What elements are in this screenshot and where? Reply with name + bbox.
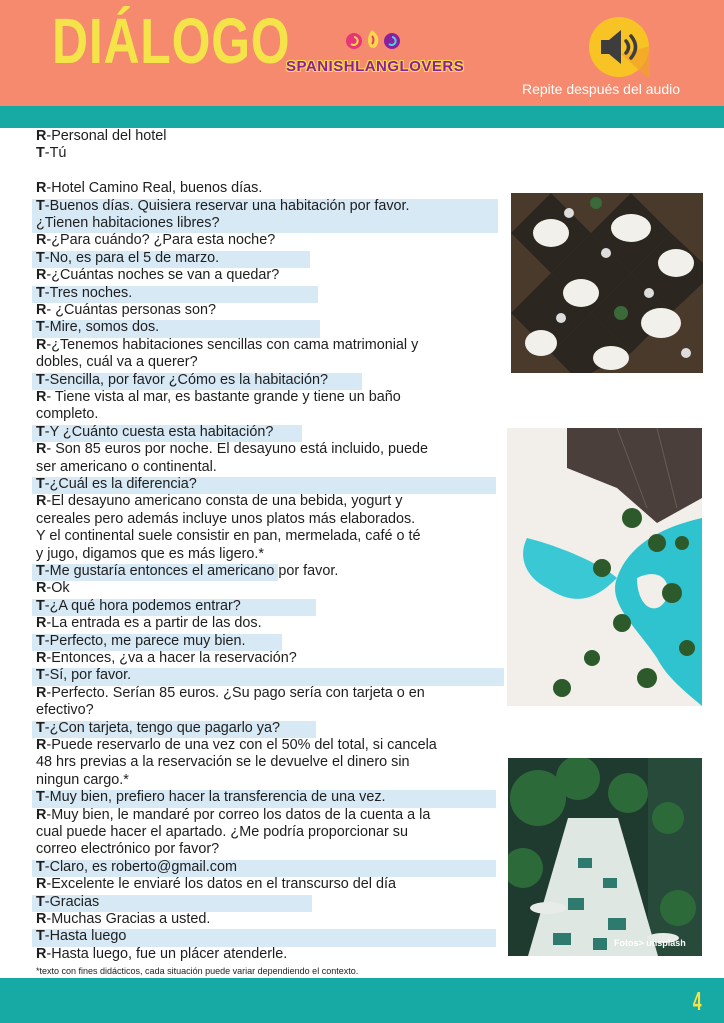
speaker-tag: T: [36, 858, 45, 875]
dialogue-line: [36, 633, 246, 650]
line-text: -¿A qué hora podemos entrar?: [44, 597, 241, 614]
speaker-tag: T: [36, 249, 45, 266]
speaker-tag: R: [36, 684, 47, 701]
line-text: -¿Cuántas noches se van a quedar?: [46, 267, 280, 284]
line-text: -Personal del hotel: [46, 128, 167, 144]
dialogue-line: [36, 372, 328, 389]
line-text: -Hotel Camino Real, buenos días.: [46, 180, 263, 197]
speaker-tag: R: [36, 441, 47, 458]
speaker-tag: R: [36, 945, 47, 962]
speaker-tag: R: [36, 580, 47, 597]
speaker-tag: R: [36, 267, 47, 284]
speaker-tag: T: [36, 563, 45, 579]
line-text: -Hasta luego, fue un plácer atenderle.: [46, 945, 288, 962]
line-text: -Sí, por favor.: [44, 667, 132, 684]
footnote: *texto con fines didácticos, cada situación puede variar dependiendo el contexto.: [36, 966, 359, 976]
speaker-tag: T: [36, 423, 45, 440]
speaker-tag: T: [36, 928, 45, 945]
dialogue-line: [36, 615, 262, 632]
speaker-tag: R: [36, 737, 47, 753]
dialogue-line: [36, 563, 338, 580]
speaker-tag: T: [36, 145, 45, 162]
header-stripe: [0, 106, 724, 128]
dialogue-line: [36, 389, 401, 424]
speaker-tag: R: [36, 493, 47, 510]
dialogue-line: [36, 807, 430, 859]
speaker-tag: R: [36, 302, 47, 318]
dialogue-line: [36, 685, 425, 720]
line-text: -Y ¿Cuánto cuesta esta habitación?: [44, 423, 274, 440]
speaker-tag: R: [36, 911, 47, 927]
dialogue-line: [36, 876, 396, 893]
dialogue-line: [36, 198, 410, 233]
dialogue-line: [36, 667, 131, 684]
line-text: -Perfecto. Serían 85 euros. ¿Su pago sería con tarjeta o en efectivo?: [36, 684, 425, 719]
speaker-tag: R: [36, 876, 47, 893]
line-text: -Perfecto, me parece muy bien.: [44, 632, 246, 649]
dialogue-line: [36, 493, 421, 563]
restaurant-photo: [511, 193, 703, 373]
speaker-tag: R: [36, 232, 47, 249]
line-text: - Son 85 euros por noche. El desayuno está incluido, puede ser americano o continental.: [36, 441, 429, 475]
line-text: -Puede reservarlo de una vez con el 50% del total, si cancela 48 hrs previas a la reservación se le devuelve el dinero sin ningun cargo.*: [36, 737, 437, 788]
speaker-tag: T: [36, 789, 45, 806]
line-text: -No, es para el 5 de marzo.: [44, 249, 220, 266]
dialogue-line: [36, 250, 219, 267]
speaker-tag: R: [36, 128, 47, 144]
line-text: -Excelente le enviaré los datos en el transcurso del día: [46, 876, 396, 893]
line-text: -¿Tenemos habitaciones sencillas con cama matrimonial y dobles, cuál va a querer?: [36, 336, 419, 371]
line-text: -¿Cuál es la diferencia?: [44, 476, 197, 492]
line-text: -Claro, es roberto@gmail.com: [44, 858, 237, 875]
line-text: -Gracias: [44, 893, 100, 910]
dialogue-line: [36, 580, 70, 597]
dialogue-line: [36, 650, 297, 667]
dialogue-line: [36, 476, 197, 493]
dialogue-line: [36, 180, 262, 197]
dialogue-line: [36, 789, 386, 806]
speaker-tag: T: [36, 197, 45, 214]
speaker-icon[interactable]: [588, 16, 650, 78]
line-text: - Tiene vista al mar, es bastante grande y tiene un baño completo.: [36, 389, 401, 423]
speaker-tag: R: [36, 615, 47, 632]
pool-photo: [507, 428, 702, 706]
line-text: -Mire, somos dos.: [44, 319, 160, 336]
speaker-tag: T: [36, 319, 45, 336]
line-text: -Hasta luego: [44, 928, 127, 945]
speaker-tag: T: [36, 284, 45, 301]
line-text: -Entonces, ¿va a hacer la reservación?: [46, 650, 297, 666]
speaker-tag: T: [36, 719, 45, 736]
dialogue-line: [36, 894, 99, 911]
dialogue-line: [36, 285, 132, 302]
audio-instruction: Repite después del audio: [522, 81, 681, 97]
speaker-tag: R: [36, 336, 47, 353]
dialogue-line: [36, 337, 418, 372]
dialogue-line: [36, 145, 66, 162]
photo-credit: Fotos> unsplash: [614, 938, 686, 948]
dialogue-line: [36, 267, 279, 284]
page-number: 4: [692, 986, 702, 1016]
dialogue-line: [36, 946, 287, 963]
speaker-tag: T: [36, 476, 45, 492]
speaker-tag: R: [36, 389, 47, 405]
speaker-tag: R: [36, 806, 47, 823]
dialogue-line: [36, 441, 428, 476]
speaker-tag: T: [36, 667, 45, 684]
dialogue-line: [36, 859, 237, 876]
dialogue-line: [36, 232, 275, 249]
footer-band: [0, 978, 724, 1023]
dialogue-line: [36, 424, 273, 441]
brand-logo: [286, 28, 465, 84]
line-text: -La entrada es a partir de las dos.: [46, 615, 262, 632]
line-text: -Tú: [44, 145, 67, 162]
dialogue-line: [36, 598, 241, 615]
logo-wordmark: SPANISHLANGLOVERS: [286, 58, 465, 75]
line-text: -Muy bien, prefiero hacer la transferencia de una vez.: [44, 789, 386, 806]
speaker-tag: T: [36, 632, 45, 649]
line-text: -¿Para cuándo? ¿Para esta noche?: [46, 232, 276, 249]
speaker-tag: T: [36, 893, 45, 910]
dialogue-line: [36, 319, 159, 336]
line-text: - ¿Cuántas personas son?: [46, 302, 216, 318]
line-text: -Muchas Gracias a usted.: [46, 911, 211, 927]
dialogue-line: [36, 302, 216, 319]
line-text: -Sencilla, por favor ¿Cómo es la habitación?: [44, 371, 328, 388]
speaker-tag: R: [36, 180, 47, 197]
line-text: -¿Con tarjeta, tengo que pagarlo ya?: [44, 719, 280, 736]
speaker-tag: T: [36, 597, 45, 614]
speaker-tag: T: [36, 371, 45, 388]
dialogue-line: [36, 720, 280, 737]
line-text: -El desayuno americano consta de una bebida, yogurt y cereales pero además incluye unos platos más elaborados. Y el continental suele consistir en pan, mermelada, café o té y jugo, digamos que es más ligero.*: [36, 493, 421, 562]
line-text: -Me gustaría entonces el americano por favor.: [44, 563, 339, 579]
garden-photo: [508, 758, 702, 956]
line-text: -Buenos días. Quisiera reservar una habitación por favor. ¿Tienen habitaciones libres?: [36, 197, 410, 231]
logo-drops-icon: [344, 28, 404, 54]
dialogue-line: [36, 928, 126, 945]
line-text: -Tres noches.: [44, 284, 133, 301]
page-title: DIÁLOGO: [52, 5, 291, 77]
dialogue-line: [36, 737, 437, 789]
dialogue-line: [36, 911, 210, 928]
speaker-tag: R: [36, 650, 47, 666]
dialogue-line: [36, 128, 166, 145]
line-text: -Muy bien, le mandaré por correo los datos de la cuenta a la cual puede hacer el apartado. ¿Me podría proporcionar su correo electrónico por favor?: [36, 806, 431, 858]
line-text: -Ok: [46, 580, 70, 597]
